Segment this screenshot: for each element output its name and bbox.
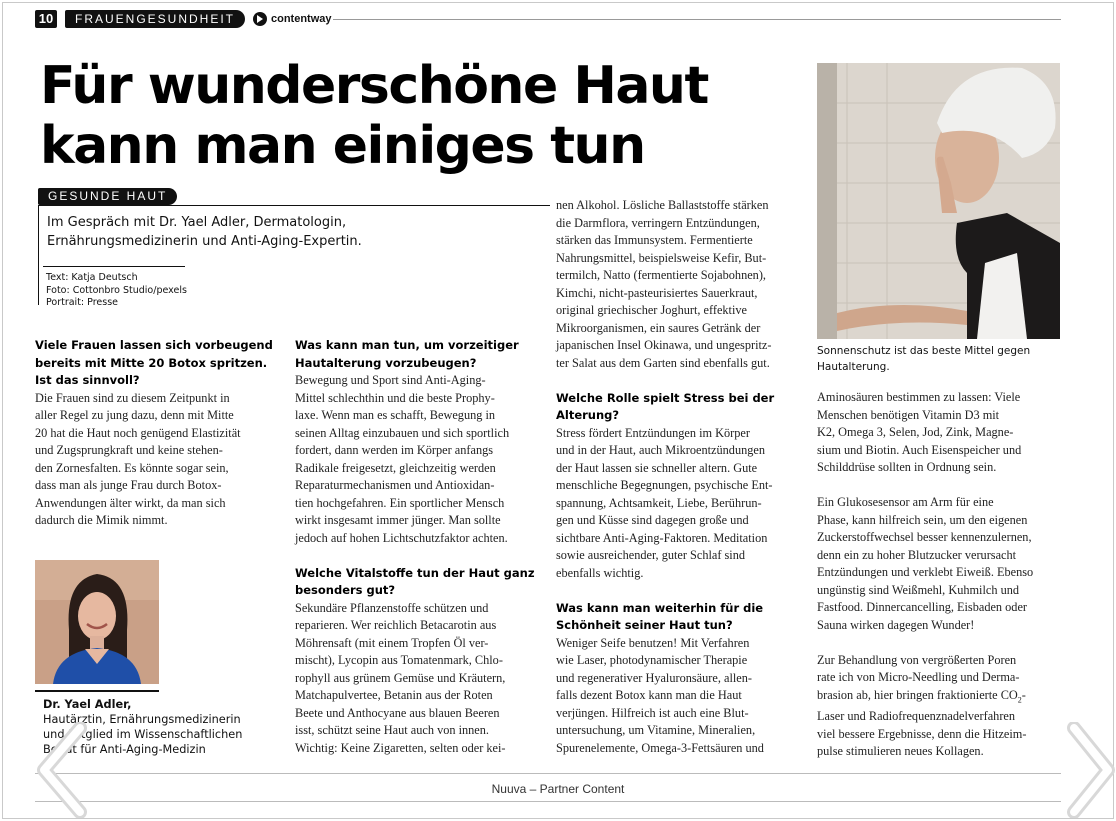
heading-line: Viele Frauen lassen sich vorbeugend [35, 338, 273, 352]
text-line: spannung, Achtsamkeit, Liebe, Berührun- [556, 495, 762, 510]
text-line: sium und Biotin. Auch Eisenspeicher und [817, 442, 1022, 457]
text-line: menschliche Begegnungen, psychische Ent- [556, 478, 773, 492]
text-line: Nahrungsmittel, beispielsweise Kefir, But- [556, 250, 767, 265]
text-line: K2, Omega 3, Selen, Jod, Zink, Magne- [817, 425, 1014, 439]
text-line: ungünstig sind Weißmehl, Kuhmilch und [817, 582, 1020, 597]
text-line: Bewegung und Sport sind Anti-Aging- [295, 373, 486, 387]
chevron-right-icon [1066, 722, 1116, 818]
credits [46, 272, 187, 310]
answer-paragraph [556, 425, 802, 583]
text-line: seinen Alltag einzubauen und sich sportlich [295, 425, 510, 440]
text-line: tien hochgefahren. Ein sportlicher Mensch [295, 495, 505, 510]
portrait-divider [35, 690, 159, 692]
text-line: der Haut lassen sie schneller altern. Gute [556, 460, 758, 475]
text-line: denn ein zu hoher Blutzucker verursacht [817, 547, 1017, 562]
text-line: Entzündungen und verklebt Eiweiß. Ebenso [817, 565, 1034, 579]
article-column-4 [817, 389, 1063, 761]
article-photo [817, 63, 1060, 339]
section-tag: FRAUENGESUNDHEIT [65, 10, 245, 28]
text-line: aller Regel zu jung dazu, denn mit Mitte [35, 408, 234, 422]
text-line: fordert, dann werden im Körper anfangs [295, 443, 494, 457]
question-heading [35, 337, 275, 390]
next-page-button[interactable] [1066, 722, 1116, 818]
question-heading [556, 390, 802, 425]
text-line: isst, schützt seine Haut auch von innen. [295, 723, 489, 737]
heading-line: Welche Rolle spielt Stress bei der [556, 390, 775, 405]
chevron-left-icon [34, 722, 90, 818]
text-line: Phase, kann hilfreich sein, um den eigenen [817, 512, 1028, 527]
intro-divider [38, 205, 550, 206]
text-line: Radikale freigesetzt, gleichzeitig werden [295, 460, 496, 475]
article-column-3 [556, 197, 802, 757]
text-line: die Darmflora, verringern Entzündungen, [556, 215, 760, 230]
text-line: termilch, Natto (fermentierte Sojabohnen), [556, 268, 766, 282]
headline-line-1: Für wunderschöne Haut [40, 56, 708, 116]
text-line: verjüngen. Hilfreich ist auch eine Blut- [556, 705, 749, 720]
article-headline [40, 56, 800, 176]
answer-paragraph [817, 389, 1063, 477]
text-line: ebenfalls wichtig. [556, 565, 644, 580]
intro-text [47, 213, 547, 251]
headline-line-2: kann man einiges tun [40, 116, 645, 176]
text-line: Anwendungen älter wirkt, da man sich [35, 495, 226, 510]
text-line: sowie ausreichender, guter Schlaf sind [556, 548, 746, 562]
text-line: Schilddrüse sollten in Ordnung sein. [817, 460, 997, 474]
text-line: viel bessere Ergebnisse, denn die Hitzeim- [817, 726, 1027, 741]
text-line: Menschen benötigen Vitamin D3 mit [817, 407, 1000, 422]
text-line: rate ich von Micro-Needling und Derma- [817, 670, 1020, 684]
portrait-role: Hautärztin, Ernährungsmedizinerin [43, 713, 241, 726]
answer-paragraph [35, 390, 275, 530]
intro-tag: GESUNDE HAUT [38, 188, 177, 205]
text-line: und Zugsprungkraft und keine stehen- [35, 443, 223, 457]
previous-page-button[interactable] [34, 722, 90, 818]
answer-paragraph [556, 197, 802, 372]
credit-text: Text: Katja Deutsch [46, 272, 138, 283]
text-line: original griechischer Joghurt, effektive [556, 303, 747, 317]
article-column-1 [35, 337, 275, 530]
text-line: Sauna wirken dagegen Wunder! [817, 617, 975, 632]
text-line: und regenerativer Hyaluronsäure, allen- [556, 670, 752, 685]
text-line: Spurenelemente, Omega-3-Fettsäuren und [556, 740, 764, 755]
heading-line: Welche Vitalstoffe tun der Haut ganz [295, 565, 535, 580]
intro-divider-vertical [38, 205, 39, 305]
portrait-name: Dr. Yael Adler, [43, 698, 132, 711]
text-line: falls dezent Botox kann man die Haut [556, 688, 742, 702]
question-heading [295, 565, 537, 600]
credits-divider [43, 266, 185, 267]
portrait-photo [35, 560, 159, 684]
text-line: den Zornesfalten. Es könnte sogar sein, [35, 460, 229, 475]
text-line: japanischen Insel Okinawa, und ungespritz- [556, 338, 772, 352]
text-line: brasion ab, hier bringen fraktionierte CO [817, 687, 1018, 702]
text-line: rophyll aus grünem Gemüse und Kräutern, [295, 670, 506, 685]
heading-line: Was kann man tun, um vorzeitiger [295, 338, 519, 352]
text-line: Möhrensaft (mit einem Tropfen Öl ver- [295, 635, 489, 650]
intro-line: Ernährungsmedizinerin und Anti-Aging-Expertin. [47, 234, 362, 249]
text-line: wie Laser, photodynamischer Therapie [556, 653, 748, 667]
question-heading [556, 600, 802, 635]
text-line: dass man als junge Frau durch Botox- [35, 478, 222, 492]
subscript: 2 [1017, 694, 1022, 704]
text-line: Laser und Radiofrequenznadelverfahren [817, 709, 1016, 724]
text-line: pulse stimulieren neues Kollagen. [817, 744, 984, 759]
hyphen: - [1021, 687, 1026, 702]
credit-photo: Foto: Cottonbro Studio/pexels [46, 284, 187, 296]
text-line: 20 hat die Haut noch genügend Elastizität [35, 425, 241, 440]
text-line: Stress fördert Entzündungen im Körper [556, 425, 750, 440]
brand-logo [253, 10, 332, 28]
heading-line: bereits mit Mitte 20 Botox spritzen. [35, 355, 268, 370]
text-line: jedoch auf hohen Lichtschutzfaktor achten. [295, 530, 508, 545]
answer-paragraph [817, 494, 1063, 634]
text-line: stärken das Immunsystem. Fermentierte [556, 233, 753, 247]
text-line: Mikroorganismen, ein saures Getränk der [556, 320, 761, 335]
text-line: Sekundäre Pflanzenstoffe schützen und [295, 600, 489, 615]
text-line: wirkt insgesamt immer jünger. Man sollte [295, 513, 501, 527]
credit-portrait: Portrait: Presse [46, 297, 118, 308]
heading-line: Ist das sinnvoll? [35, 373, 140, 387]
heading-line: Hautalterung vorzubeugen? [295, 355, 477, 370]
answer-paragraph [556, 635, 802, 758]
text-line: Kimchi, nicht-pasteurisiertes Sauerkraut, [556, 285, 758, 300]
text-line: dadurch die Mimik nimmt. [35, 513, 168, 527]
footer-divider [35, 801, 1061, 802]
text-line: Fastfood. Dinnercancelling, Eisbaden oder [817, 600, 1028, 614]
text-line: untersuchung, um Vitamine, Mineralien, [556, 723, 756, 737]
text-line: nen Alkohol. Lösliche Ballaststoffe stärken [556, 198, 769, 212]
caption-line: Hautalterung. [817, 360, 890, 373]
question-heading [295, 337, 537, 372]
text-line: Wichtig: Keine Zigaretten, selten oder kei- [295, 740, 506, 755]
footer-label: Nuuva – Partner Content [491, 782, 625, 796]
photo-caption [817, 344, 1057, 375]
text-line: laxe. Wenn man es schafft, Bewegung in [295, 408, 496, 422]
text-line: Ein Glukosesensor am Arm für eine [817, 495, 994, 509]
header-divider [333, 19, 1061, 20]
caption-line: Sonnenschutz ist das beste Mittel gegen [817, 345, 1031, 357]
answer-paragraph [295, 600, 537, 758]
text-line: Weniger Seife benutzen! Mit Verfahren [556, 635, 750, 650]
heading-line: besonders gut? [295, 583, 396, 597]
text-line: Matchapulvertee, Betanin aus der Roten [295, 688, 493, 702]
text-line-co2 [817, 687, 1063, 709]
text-line: gen und Küsse sind dagegen große und [556, 513, 749, 527]
text-line: sichtbare Anti-Aging-Faktoren. Meditation [556, 530, 768, 545]
text-line: Aminosäuren bestimmen zu lassen: Viele [817, 390, 1021, 404]
text-line: Reparaturmechanismen und Antioxidan- [295, 478, 495, 492]
answer-paragraph [817, 652, 1063, 761]
heading-line: Was kann man weiterhin für die [556, 600, 764, 615]
text-line: Beete und Anthocyane aus blauen Beeren [295, 705, 500, 720]
text-line: Mittel schlechthin und die beste Prophy- [295, 390, 495, 405]
play-icon [253, 12, 267, 26]
page-number: 10 [35, 10, 57, 28]
text-line: Zur Behandlung von vergrößerten Poren [817, 652, 1017, 667]
answer-paragraph [295, 372, 537, 547]
text-line: Zuckerstoffwechsel besser kennenzulernen, [817, 530, 1032, 544]
portrait-role: und Mitglied im Wissenschaftlichen [43, 728, 243, 741]
footer-divider [35, 773, 1061, 774]
text-line: Die Frauen sind zu diesem Zeitpunkt in [35, 390, 230, 405]
heading-line: Schönheit seiner Haut tun? [556, 618, 733, 632]
article-column-2 [295, 337, 537, 757]
text-line: und in der Haut, auch Mikroentzündungen [556, 443, 765, 457]
text-line: ter Salat aus dem Garten sind ebenfalls gut. [556, 355, 770, 370]
text-line: reparieren. Wer reichlich Betacarotin aus [295, 618, 497, 632]
brand-name: contentway [271, 13, 332, 25]
portrait-role: Beirat für Anti-Aging-Medizin [43, 743, 206, 756]
text-line: mischt), Lycopin aus Tomatenmark, Chlo- [295, 653, 503, 667]
heading-line: Alterung? [556, 408, 620, 422]
intro-line: Im Gespräch mit Dr. Yael Adler, Dermatologin, [47, 215, 347, 230]
